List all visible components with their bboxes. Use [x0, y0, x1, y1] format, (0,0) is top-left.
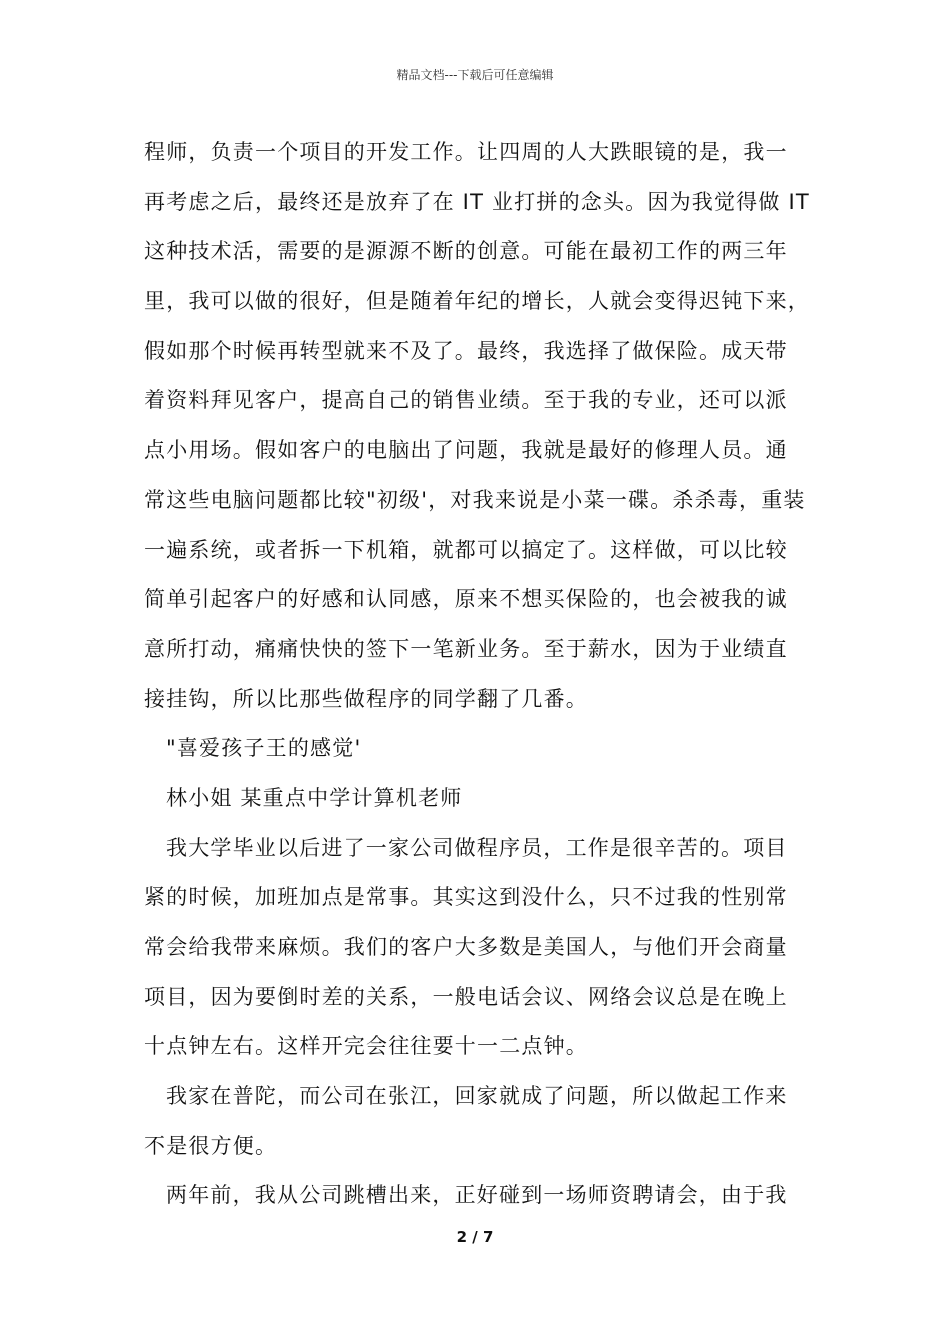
text-line: 常这些电脑问题都比较"初级'，对我来说是小菜一碟。杀杀毒，重装 [144, 487, 806, 512]
text-line: 再考虑之后，最终还是放弃了在 IT 业打拼的念头。因为我觉得做 IT [144, 189, 810, 214]
text-line: 点小用场。假如客户的电脑出了问题，我就是最好的修理人员。通 [144, 438, 788, 463]
text-line: 里，我可以做的很好，但是随着年纪的增长，人就会变得迟钝下来， [144, 289, 810, 314]
text-line: 紧的时候，加班加点是常事。其实这到没什么，只不过我的性别常 [144, 885, 788, 910]
text-line: 我大学毕业以后进了一家公司做程序员，工作是很辛苦的。项目 [166, 835, 788, 860]
text-line: 意所打动，痛痛快快的签下一笔新业务。至于薪水，因为于业绩直 [144, 636, 788, 661]
text-line: 不是很方便。 [144, 1133, 278, 1158]
text-line: 常会给我带来麻烦。我们的客户大多数是美国人，与他们开会商量 [144, 935, 788, 959]
text-line: 这种技术活，需要的是源源不断的创意。可能在最初工作的两三年 [144, 239, 788, 264]
page-number: 2 / 7 [456, 1228, 494, 1246]
text-line: 着资料拜见客户，提高自己的销售业绩。至于我的专业，还可以派 [144, 388, 788, 413]
text-line: 我家在普陀，而公司在张江，回家就成了问题，所以做起工作来 [166, 1084, 788, 1109]
text-line: 两年前，我从公司跳槽出来，正好碰到一场师资聘请会，由于我 [166, 1183, 788, 1208]
page-header: 精品文档---下载后可任意编辑 [396, 68, 554, 82]
section-title: "喜爱孩子王的感觉' [166, 736, 362, 761]
text-line: 假如那个时候再转型就来不及了。最终，我选择了做保险。成天带 [144, 338, 788, 363]
text-line: 程师，负责一个项目的开发工作。让四周的人大跌眼镜的是，我一 [144, 140, 788, 164]
document-body [144, 128, 812, 1221]
text-line: 简单引起客户的好感和认同感，原来不想买保险的，也会被我的诚 [144, 587, 788, 612]
text-line: 十点钟左右。这样开完会往往要十一二点钟。 [144, 1034, 588, 1059]
text-line: 接挂钩，所以比那些做程序的同学翻了几番。 [144, 686, 588, 711]
text-line: 一遍系统，或者拆一下机箱，就都可以搞定了。这样做，可以比较 [144, 537, 788, 562]
text-line: 项目，因为要倒时差的关系，一般电话会议、网络会议总是在晚上 [144, 984, 788, 1009]
section-subtitle: 林小姐 某重点中学计算机老师 [166, 785, 463, 810]
